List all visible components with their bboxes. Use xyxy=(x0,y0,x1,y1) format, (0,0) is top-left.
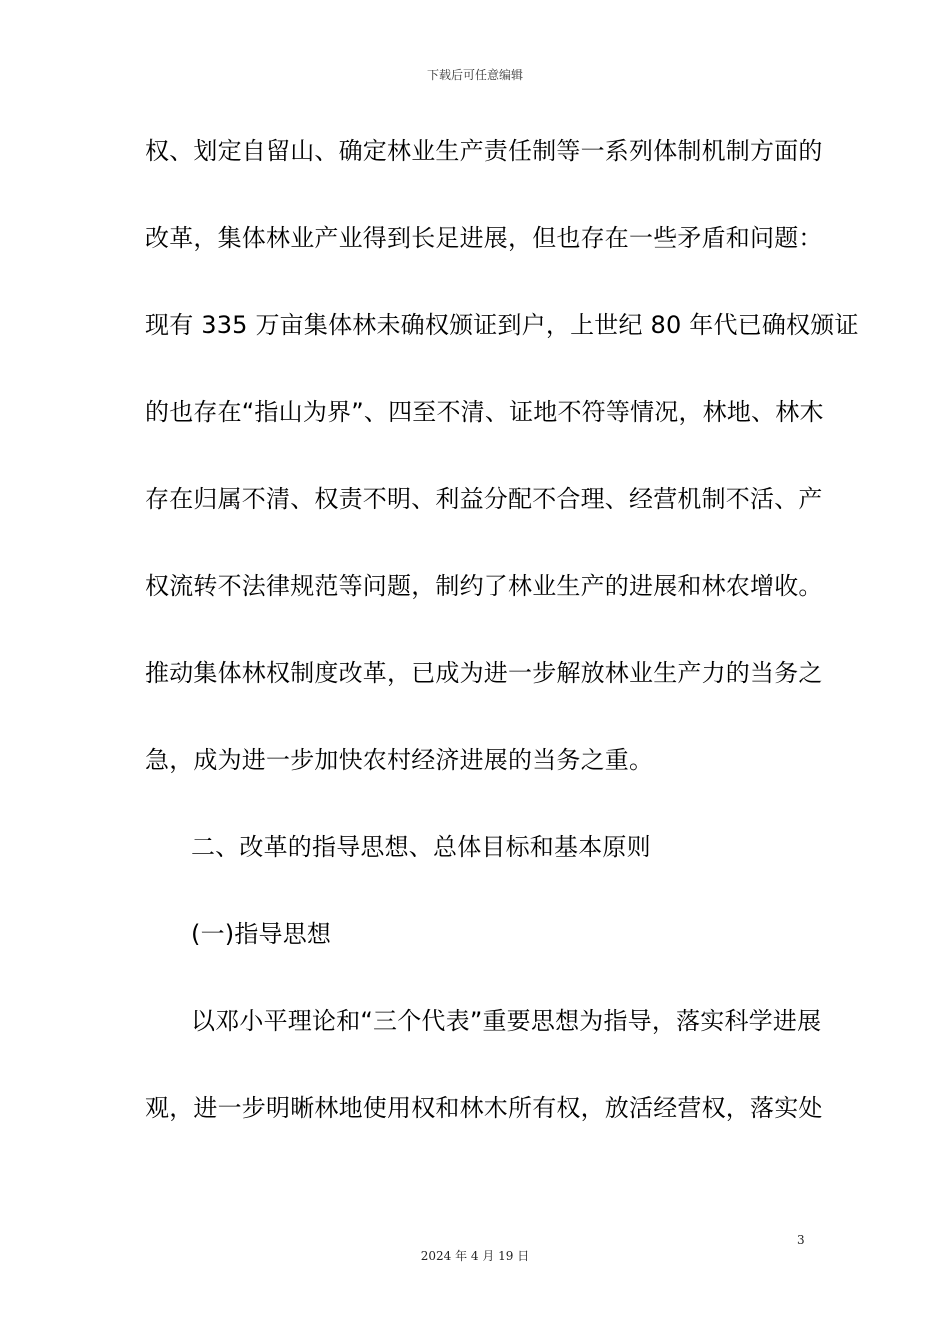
page-number: 3 xyxy=(797,1233,805,1247)
paragraph-line: 现有 335 万亩集体林未确权颁证到户，上世纪 80 年代已确权颁证 xyxy=(145,311,859,339)
paragraph-line: 权流转不法律规范等问题，制约了林业生产的进展和林农增收。 xyxy=(145,572,823,600)
section-heading: 二、改革的指导思想、总体目标和基本原则 xyxy=(191,833,651,861)
paragraph-line: 急，成为进一步加快农村经济进展的当务之重。 xyxy=(145,746,654,774)
paragraph-line: 观，进一步明晰林地使用权和林木所有权，放活经营权，落实处 xyxy=(145,1094,823,1122)
subsection-heading: (一)指导思想 xyxy=(191,920,332,948)
document-body xyxy=(145,128,859,1172)
paragraph-line: 改革，集体林业产业得到长足进展，但也存在一些矛盾和问题： xyxy=(145,224,823,252)
paragraph-line: 存在归属不清、权责不明、利益分配不合理、经营机制不活、产 xyxy=(145,485,823,513)
paragraph-line: 的也存在“指山为界”、四至不清、证地不符等情况，林地、林木 xyxy=(145,398,824,426)
paragraph-line: 权、划定自留山、确定林业生产责任制等一系列体制机制方面的 xyxy=(145,137,823,165)
footer-date: 2024 年 4 月 19 日 xyxy=(420,1249,530,1263)
paragraph-line: 推动集体林权制度改革，已成为进一步解放林业生产力的当务之 xyxy=(145,659,823,687)
page-header-note: 下载后可任意编辑 xyxy=(426,68,523,82)
paragraph-line: 以邓小平理论和“三个代表”重要思想为指导，落实科学进展 xyxy=(191,1007,822,1035)
